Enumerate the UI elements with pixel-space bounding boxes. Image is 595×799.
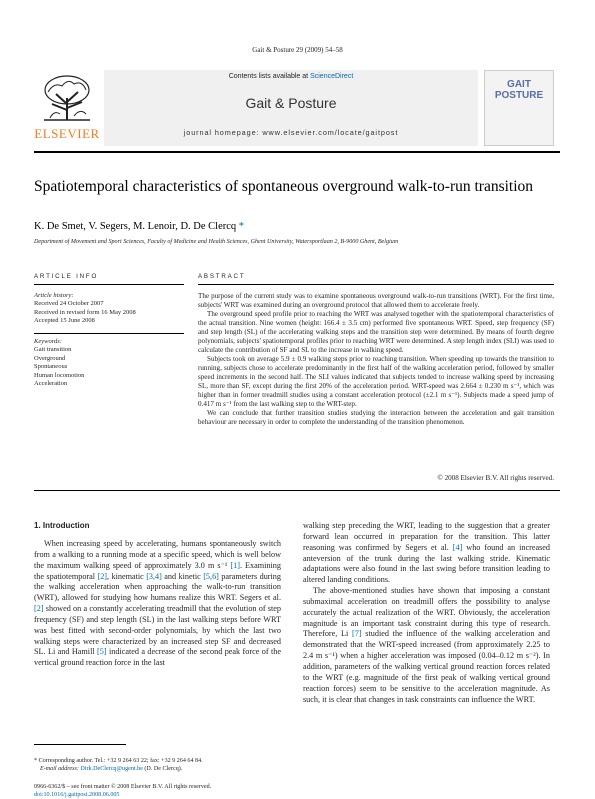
abstract-heading: ABSTRACT xyxy=(198,273,246,280)
article-info-heading: ARTICLE INFO xyxy=(34,273,99,280)
intro-left-column xyxy=(34,539,281,669)
keyword: Acceleration xyxy=(34,380,68,388)
running-head: Gait & Posture 29 (2009) 54–58 xyxy=(252,46,343,54)
article-history xyxy=(34,292,184,326)
info-rule xyxy=(34,284,184,285)
corresponding-author-note: * Corresponding author. Tel.: +32 9 264 63 22; fax: +32 9 264 64 84. xyxy=(34,758,203,764)
abstract-bottom-rule xyxy=(34,490,560,491)
history-label: Article history: xyxy=(34,292,74,299)
footnote xyxy=(34,757,294,773)
keyword: Overground xyxy=(34,354,66,362)
intro-right-column xyxy=(303,521,550,705)
article-title: Spatiotemporal characteristics of spontaneous overground walk-to-run transition xyxy=(34,178,534,195)
history-revised: Received in revised form 16 May 2008 xyxy=(34,308,136,316)
section-heading-introduction: 1. Introduction xyxy=(34,521,90,530)
abstract-rule xyxy=(198,284,554,285)
history-accepted: Accepted 15 June 2008 xyxy=(34,317,95,325)
email-link[interactable]: Dirk.DeClercq@ugent.be xyxy=(80,766,143,772)
keywords-label: Keywords: xyxy=(34,338,62,345)
sciencedirect-link[interactable]: ScienceDirect xyxy=(310,73,354,80)
abstract-body xyxy=(198,292,554,427)
contents-line xyxy=(104,73,478,80)
email-suffix: (D. De Clercq). xyxy=(144,766,183,772)
intro-paragraph: walking step preceding the WRT, leading to the suggestion that a greater forward lean occurred in preparation for the transition. This latter reasoning was confirmed by Segers et al. [4] who found an increased anteversion of the trunk during the last walking stride. Kinematic adaptations were also found in the last swing before transition leading to altered landing conditions. xyxy=(303,521,550,585)
authors: K. De Smet, V. Segers, M. Lenoir, D. De Clercq xyxy=(34,221,237,232)
author-line xyxy=(34,221,554,232)
keyword: Gait transition xyxy=(34,346,72,354)
issn-block xyxy=(34,783,334,799)
cover-title: GAIT POSTURE xyxy=(494,79,544,101)
email-label: E-mail address: xyxy=(40,766,79,772)
affiliation: Department of Movement and Sport Sciences, Faculty of Medicine and Health Sciences, Ghent University, Watersportlaan 2, B-9000 Ghent, Belgium xyxy=(34,239,399,245)
contents-prefix: Contents lists available at xyxy=(228,73,309,80)
corresponding-author-mark[interactable]: * xyxy=(238,221,245,232)
intro-paragraph: When increasing speed by accelerating, humans spontaneously switch from a walking to a running mode at a specific speed, which is well below the maximum walking speed of approximately 3.0 m s⁻¹ [1]. Examining the spatiotemporal [2], kinematic [3,4] and kinetic [5,6] parameters during the walking acceleration when approaching the walk-to-run transition (WRT), allowed for studying how humans realize this WRT. Segers et al. [2] showed on a constantly accelerating treadmill that the evolution of step frequency (SF) and step length (SL) in the last walking steps before WRT was best fitted with second-order polynomials, by which the last two walking steps were characterized by an increased step SF and decreased SL. Li and Hamill [5] indicated a decrease of the second peak force of the vertical ground reaction force in the last xyxy=(34,539,281,668)
elsevier-wordmark: ELSEVIER xyxy=(34,126,100,141)
keyword: Human locomotion xyxy=(34,371,85,379)
journal-homepage[interactable]: journal homepage: www.elsevier.com/locate/gaitpost xyxy=(183,128,399,137)
footnote-rule xyxy=(34,744,126,745)
history-received: Received 24 October 2007 xyxy=(34,300,104,308)
abstract-paragraph: The purpose of the current study was to examine spontaneous overground walk-to-run transitions (WRT). For the first time, subjects' WRT was examined during an overground protocol that allowed them to accelerate freely. xyxy=(198,292,554,309)
email-line xyxy=(34,765,294,773)
issn-line: 0966-6362/$ – see front matter © 2008 Elsevier B.V. All rights reserved. xyxy=(34,784,212,790)
copyright: © 2008 Elsevier B.V. All rights reserved. xyxy=(437,474,554,482)
keywords xyxy=(34,338,184,388)
doi-link[interactable]: doi:10.1016/j.gaitpost.2008.06.005 xyxy=(34,792,120,798)
intro-paragraph: The above-mentioned studies have shown that imposing a constant submaximal acceleration on treadmill offers the possibility to analyse accurately the actual realization of the WRT. Obviously, the acceleration magnitude is an important task constraint during this type of research. Therefore, Li [7] studied the influence of the walking acceleration and demonstrated that the WRT-speed increased (from approximately 2.25 to 2.4 m s⁻¹) when a higher acceleration was imposed (0.04–0.12 m s⁻²). In addition, parameters of the walking vertical ground reaction forces related to the WRT (e.g. magnitude of the first peak of walking vertical ground reaction forces) seem to be sensitive to the acceleration magnitude. As such, it is clear that changes in task constraints can influence the WRT. xyxy=(303,586,550,704)
journal-title: Gait & Posture xyxy=(245,95,337,111)
abstract-paragraph: We can conclude that further transition studies studying the interaction between the acceleration and gait transition behaviour are necessary in order to complete the understanding of the transition phenomenon. xyxy=(198,409,554,426)
keyword: Spontaneous xyxy=(34,363,68,371)
header-rule xyxy=(34,151,560,153)
abstract-paragraph: Subjects took on average 5.9 ± 0.9 walking steps prior to reaching transition. When speeding up towards the transition to running, subjects chose to accelerate predominantly in the first half of the walking acceleration period, followed by smaller speed increments in the second half. The SLI values indicated that subjects tended to increase walking speed by increasing SL, more than SF, except during the first 20% of the acceleration period. WRT-speed was 2.664 ± 0.230 m s⁻¹, which was higher than in former treadmill studies using a constant acceleration protocol (±2.1 m s⁻¹). Subjects made a speed jump of 0.417 m s⁻¹ from the last walking step to the WRT-step. xyxy=(198,355,554,408)
abstract-paragraph: The overground speed profile prior to reaching the WRT was analysed together with the spatiotemporal characteristics of the actual transition. Nine women (height: 166.4 ± 3.5 cm) performed five spontaneous WRT. Speed, step frequency (SF) and step length (SL) of the accelerating walking steps and the transition step were determined. By means of fourth degree polynomials, subjects' spatiotemporal profiles prior to reaching WRT were determined. A step length index (SLI) was used to calculate the contribution of SF and SL to the increase in walking speed. xyxy=(198,310,554,354)
info-divider xyxy=(34,333,184,334)
